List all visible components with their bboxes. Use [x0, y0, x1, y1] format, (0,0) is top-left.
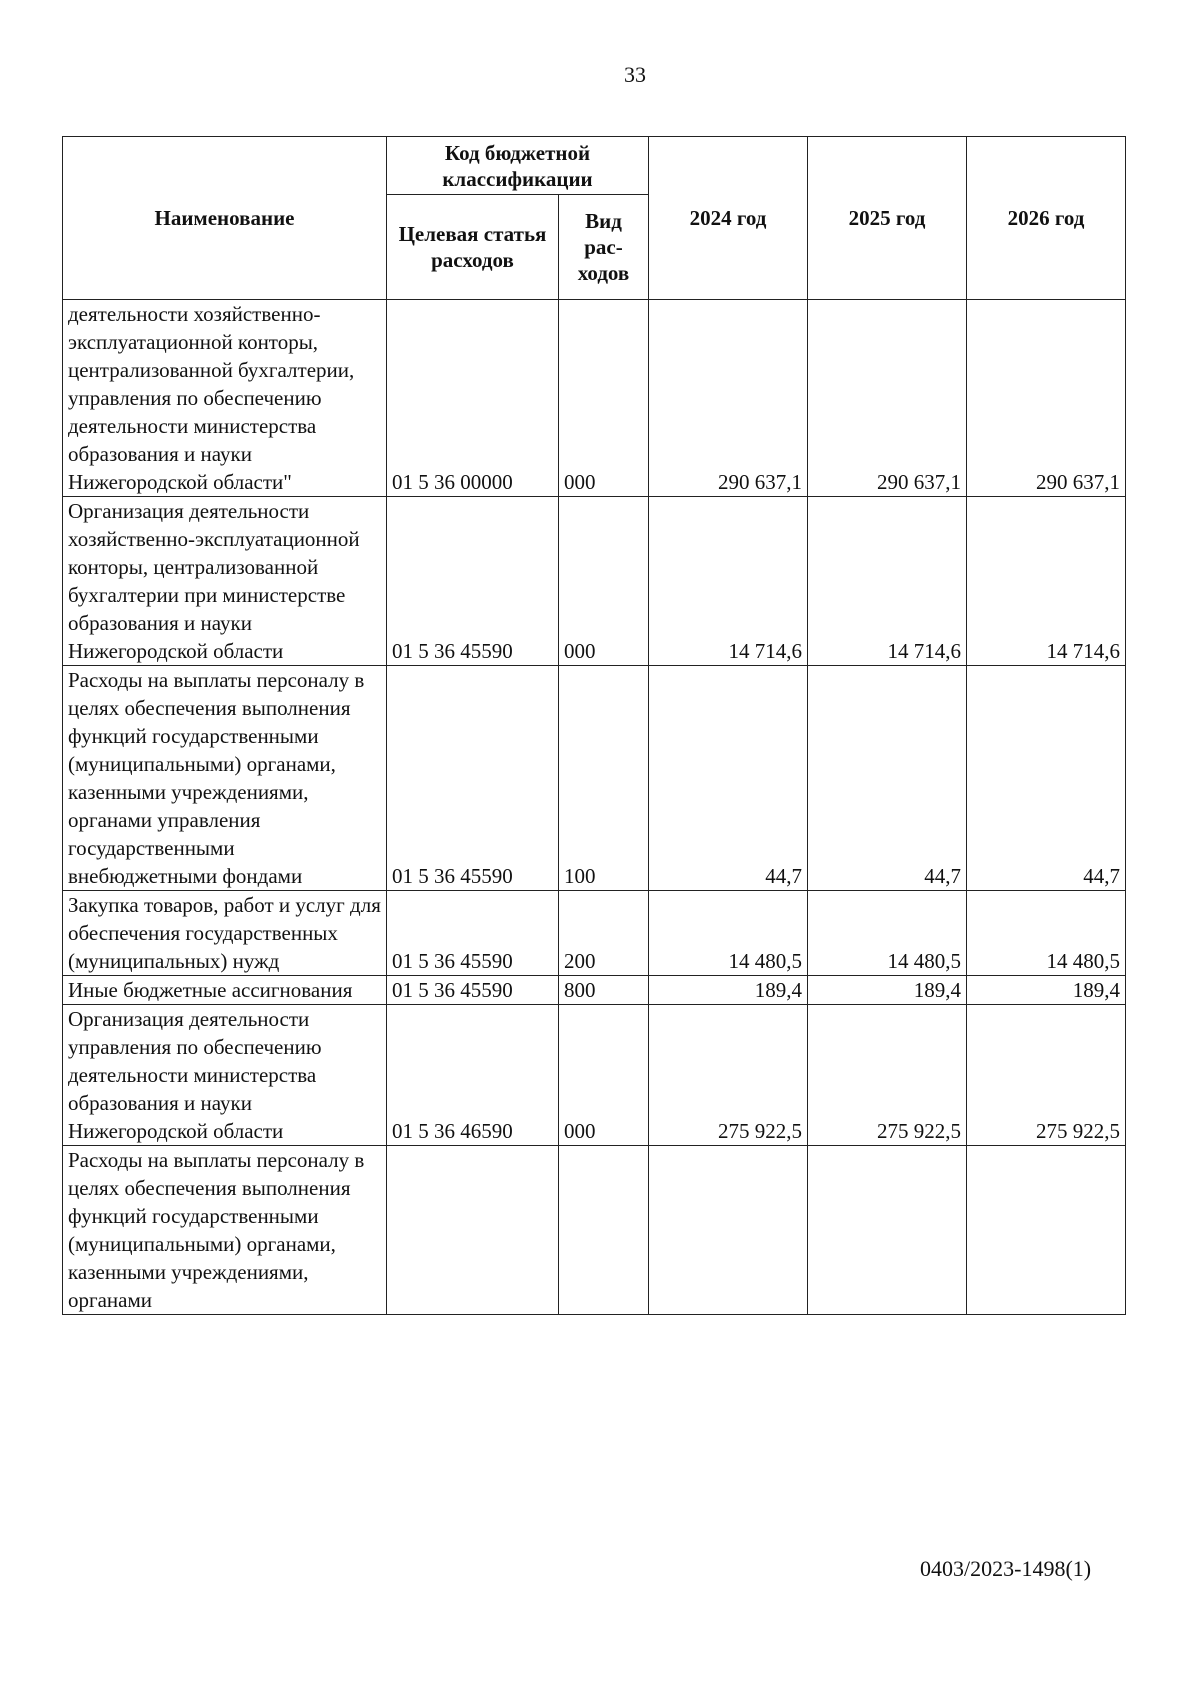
- row-value-2025: [808, 1146, 967, 1315]
- row-value-2026: 290 637,1: [967, 300, 1126, 497]
- row-value-2026: 14 480,5: [967, 891, 1126, 976]
- row-kind: 100: [559, 666, 649, 891]
- row-value-2024: [649, 1146, 808, 1315]
- row-name: Расходы на выплаты персоналу в целях обеспечения выполнения функций государственными (муниципальными) органами, казенными учреждениями, органами управления государственными внебюджетными фондами: [63, 666, 387, 891]
- table-row: [63, 497, 1126, 666]
- header-year-2025: 2025 год: [808, 137, 967, 300]
- table-row: [63, 300, 1126, 497]
- header-expense-kind: Вид рас-ходов: [559, 195, 649, 300]
- table-row: [63, 976, 1126, 1005]
- row-name: деятельности хозяйственно-эксплуатационной конторы, централизованной бухгалтерии, управления по обеспечению деятельности министерства образования и науки Нижегородской области": [63, 300, 387, 497]
- document-registration-code: 0403/2023-1498(1): [920, 1556, 1092, 1581]
- header-target-article: Целевая статья расходов: [387, 195, 559, 300]
- row-value-2026: 14 714,6: [967, 497, 1126, 666]
- row-kind: 000: [559, 300, 649, 497]
- row-value-2026: 189,4: [967, 976, 1126, 1005]
- row-code: 01 5 36 00000: [387, 300, 559, 497]
- row-name: Иные бюджетные ассигнования: [63, 976, 387, 1005]
- table-row: [63, 891, 1126, 976]
- row-code: 01 5 36 45590: [387, 891, 559, 976]
- table-row: [63, 666, 1126, 891]
- table-row: [63, 1005, 1126, 1146]
- row-value-2025: 14 714,6: [808, 497, 967, 666]
- row-name: Закупка товаров, работ и услуг для обеспечения государственных (муниципальных) нужд: [63, 891, 387, 976]
- row-kind: 800: [559, 976, 649, 1005]
- row-kind: [559, 1146, 649, 1315]
- row-value-2025: 275 922,5: [808, 1005, 967, 1146]
- row-value-2025: 290 637,1: [808, 300, 967, 497]
- row-value-2024: 14 480,5: [649, 891, 808, 976]
- row-code: 01 5 36 45590: [387, 976, 559, 1005]
- row-code: 01 5 36 46590: [387, 1005, 559, 1146]
- row-value-2025: 189,4: [808, 976, 967, 1005]
- row-value-2025: 14 480,5: [808, 891, 967, 976]
- row-name: Расходы на выплаты персоналу в целях обеспечения выполнения функций государственными (муниципальными) органами, казенными учреждениями, органами: [63, 1146, 387, 1315]
- row-value-2024: 275 922,5: [649, 1005, 808, 1146]
- header-row-top: [63, 137, 1126, 195]
- row-value-2024: 290 637,1: [649, 300, 808, 497]
- row-code: [387, 1146, 559, 1315]
- row-kind: 200: [559, 891, 649, 976]
- row-value-2024: 14 714,6: [649, 497, 808, 666]
- budget-table: [62, 136, 1126, 1315]
- row-value-2025: 44,7: [808, 666, 967, 891]
- table-body: [63, 300, 1126, 1315]
- table-row: [63, 1146, 1126, 1315]
- row-name: Организация деятельности хозяйственно-эксплуатационной конторы, централизованной бухгалтерии при министерстве образования и науки Нижегородской области: [63, 497, 387, 666]
- row-value-2026: 275 922,5: [967, 1005, 1126, 1146]
- row-value-2024: 44,7: [649, 666, 808, 891]
- page-number: 33: [624, 62, 646, 87]
- row-kind: 000: [559, 497, 649, 666]
- header-name: Наименование: [63, 137, 387, 300]
- row-value-2026: 44,7: [967, 666, 1126, 891]
- row-code: 01 5 36 45590: [387, 497, 559, 666]
- row-value-2026: [967, 1146, 1126, 1315]
- row-value-2024: 189,4: [649, 976, 808, 1005]
- header-year-2026: 2026 год: [967, 137, 1126, 300]
- row-name: Организация деятельности управления по обеспечению деятельности министерства образования и науки Нижегородской области: [63, 1005, 387, 1146]
- row-kind: 000: [559, 1005, 649, 1146]
- header-year-2024: 2024 год: [649, 137, 808, 300]
- header-code-group: Код бюджетной классификации: [387, 137, 649, 195]
- row-code: 01 5 36 45590: [387, 666, 559, 891]
